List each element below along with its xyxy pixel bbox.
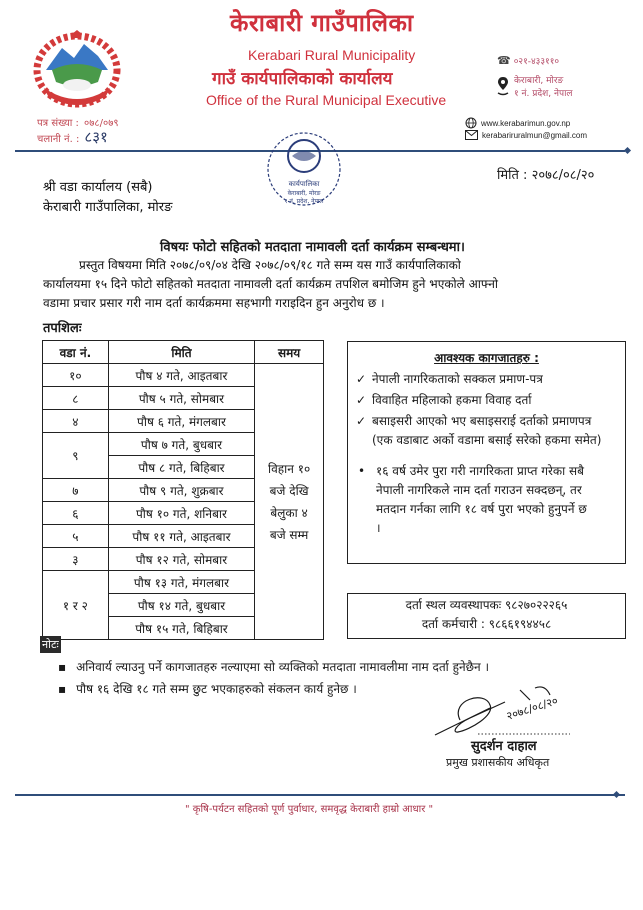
- date-cell: पौष ७ गते, बुधबार: [108, 433, 254, 456]
- office-stamp: [262, 128, 346, 210]
- addressee-line-2: केराबारी गाउँपालिका, मोरङ: [43, 200, 173, 215]
- column-header-time: समय: [255, 341, 324, 364]
- table-header-row: [43, 341, 324, 364]
- address-line-1: केराबारी, मोरङ: [514, 76, 564, 86]
- ward-cell: ४: [43, 410, 109, 433]
- ward-cell: ८: [43, 387, 109, 410]
- header-divider-end: [624, 147, 631, 154]
- age-note: [358, 462, 615, 538]
- notes-list: [58, 656, 489, 700]
- body-paragraph: [43, 256, 613, 313]
- date-value: २०७८/०८/२०: [531, 168, 595, 183]
- signatory-designation: प्रमुख प्रशासकीय अधिकृत: [446, 756, 550, 769]
- staff-label: दर्ता कर्मचारी :: [421, 617, 485, 631]
- manager-phone: ९८२७०२२२६५: [505, 598, 568, 612]
- svg-text:१ नं. प्रदेश, नेपाल: १ नं. प्रदेश, नेपाल: [284, 198, 324, 205]
- letter-date: [497, 165, 594, 183]
- bullet-icon: •: [358, 464, 366, 478]
- document-item: [356, 412, 617, 450]
- letter-number-value: ०७८/०७९: [84, 118, 119, 129]
- column-header-ward: वडा नं.: [43, 341, 109, 364]
- manager-label: दर्ता स्थल व्यवस्थापकः: [405, 598, 502, 612]
- location-pin-icon: [497, 76, 509, 96]
- checkmark-icon: ✓: [356, 414, 367, 428]
- time-cell: [255, 364, 324, 640]
- envelope-icon: [465, 130, 478, 140]
- dispatch-number-value: ८३१: [84, 128, 108, 146]
- email-link[interactable]: kerabariruralmun@gmail.com: [482, 130, 588, 140]
- staff-contact: [348, 615, 625, 634]
- required-documents-list: [356, 370, 617, 450]
- square-bullet-icon: ▪: [58, 660, 67, 674]
- svg-text:केराबारी, मोरङ: केराबारी, मोरङ: [287, 190, 321, 197]
- government-emblem: [32, 30, 122, 108]
- addressee-line-1: श्री वडा कार्यालय (सबै): [43, 180, 153, 195]
- footer-slogan: " कृषि-पर्यटन सहितको पूर्ण पुर्वाधार, समवृद्ध केराबारी हाम्रो आधार ": [185, 804, 434, 815]
- document-item: [356, 391, 617, 410]
- ward-cell: १ र २: [43, 571, 109, 640]
- signature-date: २०७८/०८/२०: [504, 694, 560, 723]
- time-line: विहान १०: [267, 461, 311, 476]
- notes-label: नोटः: [42, 638, 59, 651]
- ward-cell: ९: [43, 433, 109, 479]
- date-cell: पौष १५ गते, बिहिबार: [108, 617, 254, 640]
- age-note-text: १६ वर्ष उमेर पुरा गरी नागरिकता प्राप्त गरेका सबै नेपाली नागरिकले नाम दर्ता गराउन सक्दछन्, तर मतदान गर्नका लागि १८ वर्ष पुरा भएको हुनुपर्ने छ ।: [376, 464, 587, 535]
- municipality-name-nepali: केराबारी गाउँपालिका: [230, 9, 414, 37]
- website-link[interactable]: www.kerabarimun.gov.np: [481, 118, 571, 128]
- subject-line: विषयः फोटो सहितको मतदाता नामावली दर्ता कार्यक्रम सम्बन्धमा।: [160, 240, 465, 255]
- ward-cell: ३: [43, 548, 109, 571]
- municipality-name-english: Kerabari Rural Municipality: [248, 47, 416, 63]
- table-row: [43, 364, 324, 387]
- date-label: मिति :: [497, 168, 528, 183]
- office-name-english: Office of the Rural Municipal Executive: [206, 92, 447, 108]
- ward-cell: ६: [43, 502, 109, 525]
- date-cell: पौष ९ गते, शुक्रबार: [108, 479, 254, 502]
- square-bullet-icon: ▪: [58, 682, 67, 696]
- schedule-table: [42, 340, 324, 640]
- date-cell: पौष ११ गते, आइतबार: [108, 525, 254, 548]
- column-header-date: मिति: [108, 341, 254, 364]
- signature: [430, 680, 570, 740]
- ward-cell: १०: [43, 364, 109, 387]
- footer-divider-end: [613, 791, 620, 798]
- body-line-1: प्रस्तुत विषयमा मिति २०७८/०९/०४ देखि २०७८/०९/१८ गते सम्म यस गाउँ कार्यपालिकाको: [79, 258, 461, 272]
- document-item: [356, 370, 617, 389]
- time-line: बेलुका ४: [270, 505, 308, 520]
- checkmark-icon: ✓: [356, 372, 367, 386]
- registration-contacts-box: [347, 593, 626, 639]
- note-item-text: अनिवार्य ल्याउनु पर्ने कागजातहरु नल्याएमा सो व्यक्तिको मतदाता नामावलीमा नाम दर्ता हुनेछैन ।: [76, 660, 490, 674]
- date-cell: पौष १४ गते, बुधबार: [108, 594, 254, 617]
- note-item-text: पौष १६ देखि १८ गते सम्म छुट भएकाहरुको संकलन कार्य हुनेछ ।: [76, 682, 357, 696]
- address-line-2: १ नं. प्रदेश, नेपाल: [514, 89, 573, 99]
- date-cell: पौष १२ गते, सोमबार: [108, 548, 254, 571]
- globe-icon: [465, 117, 477, 129]
- manager-contact: [348, 596, 625, 615]
- body-line-3: वडामा प्रचार प्रसार गरी नाम दर्ता कार्यक्रममा सहभागी गराइदिन हुन अनुरोध छ ।: [43, 296, 385, 310]
- contact-phone: [497, 54, 559, 67]
- note-item: [58, 678, 489, 700]
- letter-number-label: पत्र संख्या :: [37, 118, 79, 129]
- required-documents-title: आवश्यक कागजातहरु :: [434, 351, 539, 365]
- office-name-nepali: गाउँ कार्यपालिकाको कार्यालय: [212, 69, 393, 89]
- signatory-name: सुदर्शन दाहाल: [471, 739, 537, 754]
- date-cell: पौष ६ गते, मंगलबार: [108, 410, 254, 433]
- schedule-heading: तपशिलः: [43, 321, 82, 336]
- date-cell: पौष ५ गते, सोमबार: [108, 387, 254, 410]
- date-cell: पौष १३ गते, मंगलबार: [108, 571, 254, 594]
- addressee: [43, 178, 172, 218]
- document-item-text: नेपाली नागरिकताको सक्कल प्रमाण-पत्र: [372, 372, 543, 386]
- body-line-2: कार्यालयमा १५ दिने फोटो सहितको मतदाता नामावली दर्ता कार्यक्रम तपशिल बमोजिम हुने भएकोले आफ्नो: [43, 277, 498, 291]
- required-documents-box: [347, 341, 626, 564]
- contact-address: [497, 73, 573, 99]
- time-line: बजे सम्म: [269, 527, 309, 542]
- contact-email: [465, 130, 587, 140]
- document-item-text: विवाहित महिलाको हकमा विवाह दर्ता: [372, 393, 532, 407]
- time-line: बजे देखि: [269, 483, 309, 498]
- telephone-icon: ☎: [497, 54, 511, 67]
- phone-number: ०२१-४३३११०: [513, 57, 560, 67]
- staff-phone: ९८६६१९४४५८: [488, 617, 552, 631]
- document-item-text: बसाइसरी आएको भए बसाइसराई दर्ताको प्रमाणपत्र (एक वडाबाट अर्को वडामा बसाई सरेको हकमा समेत): [372, 414, 602, 447]
- contact-website: [465, 117, 570, 129]
- svg-text:कार्यपालिका: कार्यपालिका: [288, 180, 320, 188]
- dispatch-number: [37, 127, 108, 147]
- dispatch-number-label: चलानी नं. :: [37, 134, 80, 145]
- checkmark-icon: ✓: [356, 393, 367, 407]
- date-cell: पौष १० गते, शनिबार: [108, 502, 254, 525]
- note-item: [58, 656, 489, 678]
- ward-cell: ७: [43, 479, 109, 502]
- footer-divider: [15, 794, 625, 796]
- date-cell: पौष ८ गते, बिहिबार: [108, 456, 254, 479]
- date-cell: पौष ४ गते, आइतबार: [108, 364, 254, 387]
- ward-cell: ५: [43, 525, 109, 548]
